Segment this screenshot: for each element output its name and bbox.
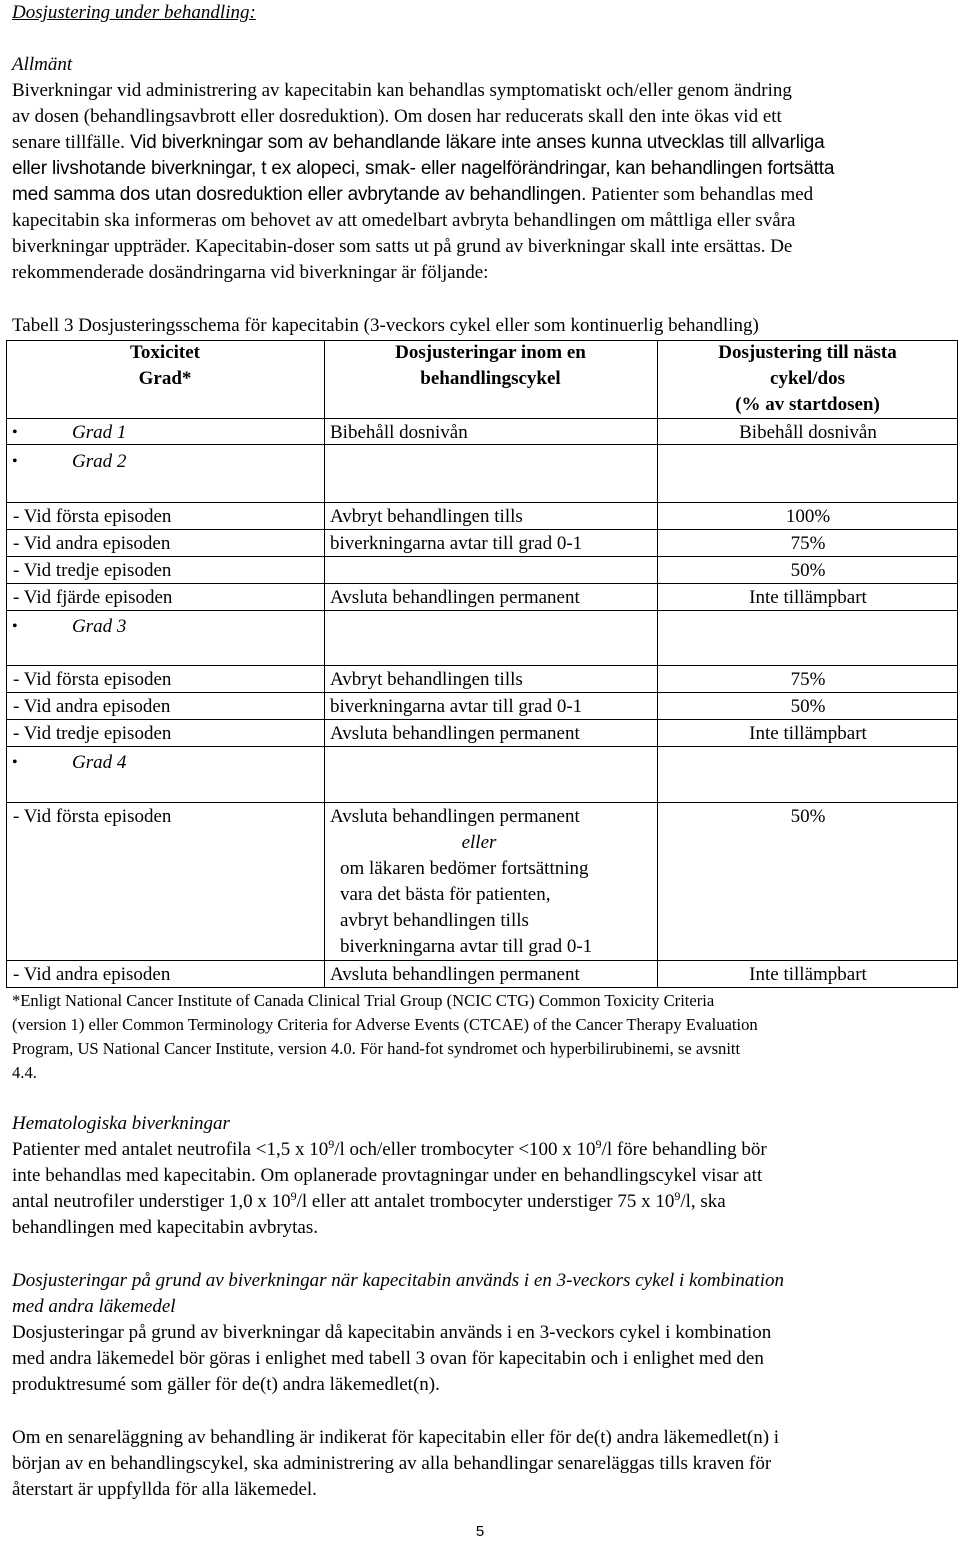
row-divider [6, 502, 958, 503]
within-text: vara det bästa för patienten, [340, 884, 551, 905]
episode-label: - Vid andra episoden [13, 696, 171, 717]
superscript: 9 [595, 1137, 602, 1151]
header-text: (% av startdosen) [735, 394, 880, 415]
grade-text: Grad 1 [72, 422, 127, 443]
postpone-line: början av en behandlingscykel, ska administrering av alla behandlingar senareläggas tills kraven för [12, 1453, 772, 1474]
allmant-text: med samma dos utan dosreduktion eller avbrytande av behandlingen. [12, 184, 587, 205]
episode-label: - Vid andra episoden [13, 533, 171, 554]
grade-1-within: Bibehåll dosnivån [330, 422, 468, 443]
grade-text: Grad 4 [72, 752, 127, 773]
hemato-text: antal neutrofiler understiger 1,0 x 10 [12, 1191, 291, 1212]
header-text: behandlingscykel [420, 368, 561, 389]
allmant-text: Kapecitabin-doser som satts ut på grund av biverkningar skall inte ersättas. De [190, 236, 793, 257]
episode-label: - Vid första episoden [13, 506, 172, 527]
within-text: om läkaren bedömer fortsättning [340, 858, 589, 879]
allmant-text: Patienter som behandlas med [586, 184, 814, 205]
combo-title [12, 1268, 952, 1320]
postpone-line: Om en senareläggning av behandling är indikerat för kapecitabin eller för de(t) andra läkemedlet(n) i [12, 1427, 780, 1448]
footnote-line: (version 1) eller Common Terminology Criteria for Adverse Events (CTCAE) of the Cancer Therapy Evaluation [12, 1015, 758, 1034]
next-dose: 50% [790, 560, 826, 581]
episode-label: - Vid första episoden [13, 669, 172, 690]
hemato-title: Hematologiska biverkningar [12, 1113, 230, 1134]
page-number: 5 [475, 1523, 485, 1540]
episode-label: - Vid fjärde episoden [13, 587, 173, 608]
row-divider [6, 665, 958, 666]
column-divider [324, 340, 325, 988]
bullet-icon: • [12, 453, 18, 470]
episode-label: - Vid tredje episoden [13, 723, 172, 744]
header-next-cycle [657, 340, 958, 418]
hemato-line: behandlingen med kapecitabin avbrytas. [12, 1217, 319, 1238]
next-dose: Inte tillämpbart [749, 723, 867, 744]
allmant-line [12, 130, 952, 156]
next-dose: Inte tillämpbart [749, 964, 867, 985]
grade-1-label [6, 420, 324, 446]
combo-paragraph [12, 1320, 952, 1398]
superscript: 9 [674, 1189, 681, 1203]
allmant-text: senare tillfälle. [12, 132, 125, 153]
grade-3-label [6, 614, 324, 640]
allmant-line: kapecitabin ska informeras om behovet av att omedelbart avbryta behandlingen om måttliga eller svåra [12, 210, 796, 231]
row-divider [6, 802, 958, 803]
header-text: Toxicitet [129, 342, 200, 363]
allmant-line [12, 234, 952, 260]
within-text: Avbryt behandlingen tills [330, 506, 523, 527]
hemato-text: /l före behandling bör [601, 1139, 767, 1160]
within-text: avbryt behandlingen tills [340, 910, 529, 931]
next-dose: Inte tillämpbart [749, 587, 867, 608]
episode-label: - Vid tredje episoden [13, 560, 172, 581]
postpone-line: återstart är uppfyllda för alla läkemedel. [12, 1479, 317, 1500]
hemato-text: /l, ska [680, 1191, 726, 1212]
header-toxicity [6, 340, 324, 392]
allmant-text: Vid biverkningar som av behandlande läkare inte anses kunna utvecklas till allvarliga [124, 132, 825, 153]
within-text: biverkningarna avtar till grad 0-1 [340, 936, 593, 957]
within-text: eller [461, 832, 497, 853]
hemato-text: /l eller att antalet trombocyter understiger 75 x 10 [296, 1191, 675, 1212]
episode-label: - Vid första episoden [13, 806, 172, 827]
table-footnote [12, 989, 952, 1085]
grade-2-label [6, 449, 324, 475]
hemato-line [12, 1189, 952, 1215]
superscript: 9 [328, 1137, 335, 1151]
hemato-text: /l och/eller trombocyter <100 x 10 [334, 1139, 596, 1160]
section-heading: Dosjustering under behandling: [12, 2, 256, 23]
hemato-line: inte behandlas med kapecitabin. Om oplanerade provtagningar under en behandlingscykel visar att [12, 1165, 763, 1186]
within-text: biverkningarna avtar till grad 0-1 [330, 533, 583, 554]
combo-title-line: med andra läkemedel [12, 1296, 176, 1317]
allmant-paragraph [12, 78, 952, 286]
footnote-line: Program, US National Cancer Institute, version 4.0. För hand-fot syndromet och hyperbilirubinemi, se avsnitt [12, 1039, 741, 1058]
allmant-title: Allmänt [12, 54, 73, 75]
combo-title-line: Dosjusteringar på grund av biverkningar när kapecitabin används i en 3-veckors cykel i kombination [12, 1270, 784, 1291]
next-dose: 75% [790, 533, 826, 554]
within-text: Avbryt behandlingen tills [330, 669, 523, 690]
combo-line: med andra läkemedel bör göras i enlighet med tabell 3 ovan för kapecitabin och i enlighet med den [12, 1348, 764, 1369]
footnote-line: *Enligt National Cancer Institute of Canada Clinical Trial Group (NCIC CTG) Common Toxicity Criteria [12, 991, 715, 1010]
table-caption: Tabell 3 Dosjusteringsschema för kapecitabin (3-veckors cykel eller som kontinuerlig behandling) [12, 315, 759, 336]
within-text: Avsluta behandlingen permanent [330, 806, 580, 827]
row-divider [6, 960, 958, 961]
allmant-text: biverkningar uppträder. [12, 236, 191, 257]
header-text: Dosjusteringar inom en [395, 342, 586, 363]
grade-1-next: Bibehåll dosnivån [739, 422, 877, 443]
bullet-icon: • [12, 618, 18, 635]
hemato-text: Patienter med antalet neutrofila <1,5 x 10 [12, 1139, 329, 1160]
header-text: Grad* [138, 368, 192, 389]
postpone-paragraph [12, 1425, 952, 1503]
within-text: biverkningarna avtar till grad 0-1 [330, 696, 583, 717]
grade-4-label [6, 750, 324, 776]
bullet-icon: • [12, 424, 18, 441]
next-dose: 100% [785, 506, 831, 527]
header-within-cycle [324, 340, 657, 392]
next-dose: 75% [790, 669, 826, 690]
allmant-line [12, 182, 952, 208]
footnote-line: 4.4. [12, 1063, 37, 1082]
grade-text: Grad 3 [72, 616, 127, 637]
dose-adjustment-table [6, 340, 958, 988]
allmant-line: rekommenderade dosändringarna vid biverkningar är följande: [12, 262, 489, 283]
superscript: 9 [290, 1189, 297, 1203]
grade-text: Grad 2 [72, 451, 127, 472]
within-text: Avsluta behandlingen permanent [330, 723, 580, 744]
hemato-line [12, 1137, 952, 1163]
next-dose: 50% [790, 806, 826, 827]
combo-line: produktresumé som gäller för de(t) andra läkemedlet(n). [12, 1374, 440, 1395]
episode-label: - Vid andra episoden [13, 964, 171, 985]
allmant-line: Biverkningar vid administrering av kapecitabin kan behandlas symptomatiskt och/eller genom ändring [12, 80, 792, 101]
header-text: cykel/dos [770, 368, 845, 389]
within-text: Avsluta behandlingen permanent [330, 587, 580, 608]
next-dose: 50% [790, 696, 826, 717]
allmant-line: eller livshotande biverkningar, t ex alopeci, smak- eller nagelförändringar, kan behandlingen fortsätta [12, 158, 835, 179]
within-text: Avsluta behandlingen permanent [330, 964, 580, 985]
hemato-paragraph [12, 1137, 952, 1241]
allmant-line: av dosen (behandlingsavbrott eller dosreduktion). Om dosen har reducerats skall den inte ökas vid ett [12, 106, 782, 127]
combo-line: Dosjusteringar på grund av biverkningar då kapecitabin används i en 3-veckors cykel i kombination [12, 1322, 772, 1343]
row-divider [6, 418, 958, 419]
header-text: Dosjustering till nästa [718, 342, 897, 363]
bullet-icon: • [12, 754, 18, 771]
